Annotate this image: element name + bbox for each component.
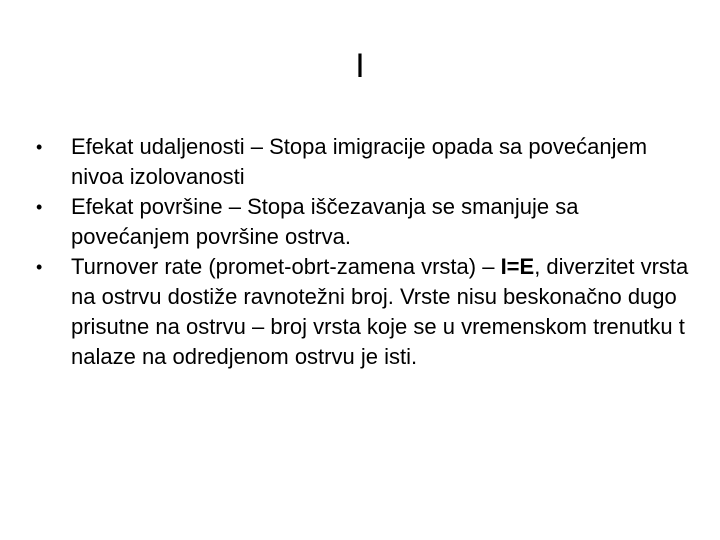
bullet-item-distance-effect: [36, 132, 696, 192]
bullet-text: Efekat površine – Stopa iščezavanja se smanjuje sa povećanjem površine ostrva.: [71, 194, 579, 249]
bullet-item-turnover-rate: [36, 252, 696, 372]
slide-title: I: [355, 47, 365, 85]
bullet-list: [36, 132, 696, 372]
bullet-icon: •: [36, 257, 43, 277]
bullet-item-area-effect: [36, 192, 696, 252]
bullet-icon: •: [36, 197, 43, 217]
bullet-text: Efekat udaljenosti – Stopa imigracije opada sa povećanjem nivoa izolovanosti: [71, 134, 648, 189]
bullet-text-after: , diverzitet vrsta na ostrvu dostiže ravnotežni broj. Vrste nisu beskonačno dugo prisutne na ostrvu – broj vrsta koje se u vremenskom trenutku t nalaze na odredjenom ostrvu je isti.: [71, 254, 689, 369]
bullet-icon: •: [36, 137, 43, 157]
equation-bold: I=E: [500, 254, 535, 279]
bullet-text-before: Turnover rate (promet-obrt-zamena vrsta) –: [71, 254, 501, 279]
